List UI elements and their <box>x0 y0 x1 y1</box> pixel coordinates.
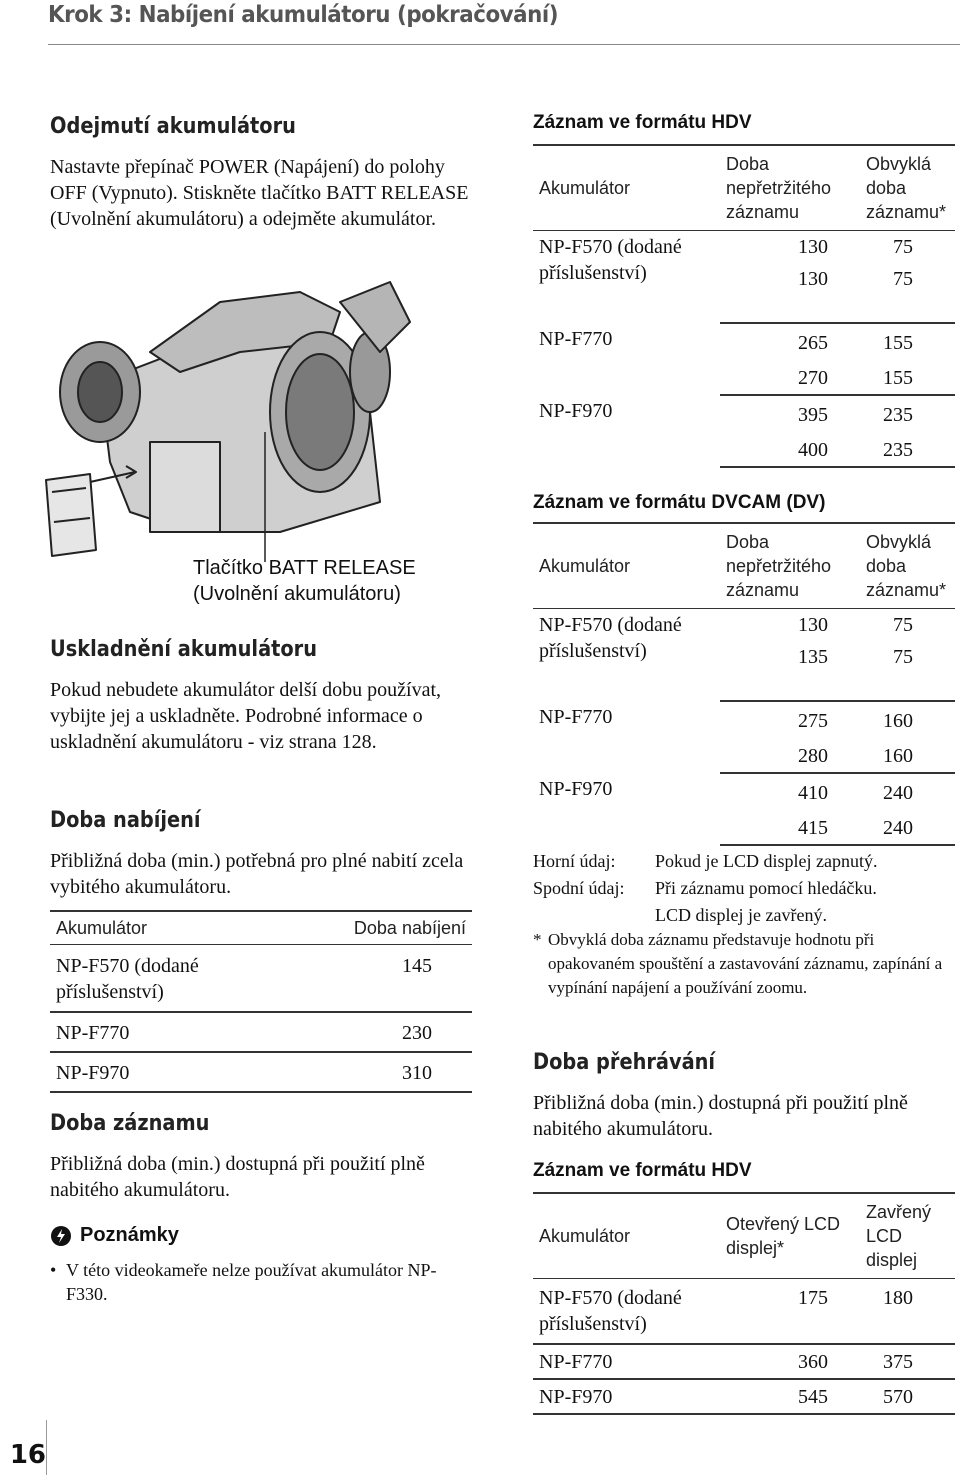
legend-top-label: Horní údaj: <box>533 851 616 871</box>
rec-dvcam-typical: 160 <box>860 737 955 773</box>
table-row <box>533 1379 955 1414</box>
table-row <box>50 1012 472 1052</box>
charging-th-battery: Akumulátor <box>50 911 312 945</box>
rec-dvcam-typical: 240 <box>860 809 955 845</box>
rec-dvcam-continuous: 275 <box>798 710 828 732</box>
rec-dvcam-th-continuous: Doba nepřetržitého záznamu <box>720 523 860 609</box>
rec-hdv-th-battery: Akumulátor <box>533 145 720 231</box>
rec-hdv-th-typical: Obvyklá doba záznamu* <box>860 145 955 231</box>
remove-text: Nastavte přepínač POWER (Napájení) do polohy OFF (Vypnuto). Stiskněte tlačítko BATT RELEASE (Uvolnění akumulátoru) a odejměte akumulátor. <box>50 156 469 230</box>
rec-hdv-battery: NP-F770 <box>539 328 613 350</box>
playback-th-closed: Zavřený LCD displej <box>860 1193 955 1279</box>
callout-line-2: (Uvolnění akumulátoru) <box>193 583 401 605</box>
playback-battery: NP-F970 <box>533 1379 720 1414</box>
rec-hdv-continuous: 265 <box>798 332 828 354</box>
storage-text: Pokud nebudete akumulátor delší dobu používat, vybijte jej a uskladněte. Podrobné informace o uskladnění akumulátoru - viz strana 128. <box>50 679 442 753</box>
rec-dvcam-continuous: 415 <box>720 809 860 845</box>
playback-battery: NP-F570 (dodané příslušenství) <box>533 1279 720 1345</box>
rec-hdv-table <box>533 144 955 468</box>
title-divider <box>48 44 960 45</box>
rec-hdv-continuous: 270 <box>720 359 860 395</box>
playback-th-open: Otevřený LCD displej* <box>720 1193 860 1279</box>
playback-closed: 570 <box>860 1379 955 1414</box>
table-row <box>533 1344 955 1379</box>
notes-heading-label: Poznámky <box>80 1224 179 1246</box>
rec-hdv-title: Záznam ve formátu HDV <box>533 112 752 133</box>
footnote-star: * <box>533 930 542 949</box>
rec-dvcam-typical: 75 <box>893 614 913 636</box>
notes-heading <box>50 1224 179 1247</box>
rec-hdv-typical: 155 <box>860 359 955 395</box>
rec-dvcam-continuous: 280 <box>720 737 860 773</box>
table-row <box>533 323 955 359</box>
rec-hdv-typical: 235 <box>883 404 913 426</box>
playback-open: 360 <box>720 1344 860 1379</box>
charging-battery: NP-F770 <box>50 1012 312 1052</box>
rec-dvcam-typical: 160 <box>883 710 913 732</box>
table-row <box>533 231 955 264</box>
page-title: Krok 3: Nabíjení akumulátoru (pokračování) <box>48 2 559 28</box>
rec-hdv-th-continuous: Doba nepřetržitého záznamu <box>720 145 860 231</box>
rec-dvcam-continuous: 130 <box>798 614 828 636</box>
margin-divider <box>46 1420 47 1475</box>
rec-dvcam-continuous: 410 <box>798 782 828 804</box>
legend-bottom-text-2: LCD displej je zavřený. <box>655 905 827 925</box>
rec-dvcam-continuous: 135 <box>720 641 860 701</box>
charging-text: Přibližná doba (min.) potřebná pro plné nabití zcela vybitého akumulátoru. <box>50 850 464 898</box>
table-row <box>533 1279 955 1345</box>
legend-top-text: Pokud je LCD displej zapnutý. <box>655 851 878 871</box>
rec-hdv-battery: NP-F970 <box>539 400 613 422</box>
rec-dvcam-battery: NP-F970 <box>539 778 613 800</box>
rec-dvcam-table <box>533 522 955 846</box>
table-row <box>50 945 472 1013</box>
recording-heading: Doba záznamu <box>50 1111 210 1136</box>
table-row <box>50 1052 472 1092</box>
playback-closed: 180 <box>860 1279 955 1345</box>
callout-line-1: Tlačítko BATT RELEASE <box>193 557 416 579</box>
rec-hdv-typical: 155 <box>883 332 913 354</box>
charging-th-time: Doba nabíjení <box>312 911 472 945</box>
rec-dvcam-battery: NP-F770 <box>539 706 613 728</box>
charging-time: 145 <box>312 945 472 1013</box>
playback-title: Záznam ve formátu HDV <box>533 1160 752 1181</box>
legend-bottom-text-1: Při záznamu pomocí hledáčku. <box>655 878 877 898</box>
list-item: • V této videokameře nelze používat akumulátor NP-F330. <box>50 1258 470 1306</box>
charging-time: 230 <box>312 1012 472 1052</box>
rec-dvcam-battery: NP-F570 (dodané příslušenství) <box>539 614 682 662</box>
playback-table <box>533 1192 955 1415</box>
rec-dvcam-typical: 75 <box>860 641 955 701</box>
notes-list <box>50 1258 470 1306</box>
remove-heading: Odejmutí akumulátoru <box>50 114 296 139</box>
rec-hdv-battery: NP-F570 (dodané příslušenství) <box>539 236 682 284</box>
legend-bottom-label: Spodní údaj: <box>533 878 625 898</box>
playback-battery: NP-F770 <box>533 1344 720 1379</box>
page-number: 16 <box>9 1440 46 1470</box>
rec-dvcam-typical: 240 <box>883 782 913 804</box>
playback-open: 545 <box>720 1379 860 1414</box>
rec-hdv-typical: 75 <box>893 236 913 258</box>
rec-dvcam-th-battery: Akumulátor <box>533 523 720 609</box>
batt-release-callout <box>193 555 416 607</box>
rec-hdv-continuous: 130 <box>720 263 860 323</box>
notes-icon <box>50 1225 72 1247</box>
charging-table <box>50 910 472 1093</box>
rec-hdv-typical: 75 <box>860 263 955 323</box>
playback-text: Přibližná doba (min.) dostupná při použití plně nabitého akumulátoru. <box>533 1092 908 1140</box>
rec-dvcam-th-typical: Obvyklá doba záznamu* <box>860 523 955 609</box>
table-row <box>533 773 955 809</box>
rec-dvcam-title: Záznam ve formátu DVCAM (DV) <box>533 492 826 513</box>
charging-time: 310 <box>312 1052 472 1092</box>
playback-open: 175 <box>720 1279 860 1345</box>
camcorder-illustration <box>40 262 440 562</box>
table-row <box>533 701 955 737</box>
footnote-text: Obvyklá doba záznamu představuje hodnotu při opakovaném spouštění a zastavování záznamu, zapínání a vypínání napájení a používání zoomu. <box>548 930 943 997</box>
storage-heading: Uskladnění akumulátoru <box>50 637 318 662</box>
value-legend <box>533 848 877 929</box>
playback-th-battery: Akumulátor <box>533 1193 720 1279</box>
playback-heading: Doba přehrávání <box>533 1050 716 1075</box>
rec-hdv-continuous: 395 <box>798 404 828 426</box>
table-row <box>533 609 955 642</box>
playback-closed: 375 <box>860 1344 955 1379</box>
rec-hdv-continuous: 130 <box>798 236 828 258</box>
table-row <box>533 395 955 431</box>
recording-text: Přibližná doba (min.) dostupná při použití plně nabitého akumulátoru. <box>50 1153 425 1201</box>
footnote <box>533 928 953 1000</box>
rec-hdv-typical: 235 <box>860 431 955 467</box>
charging-battery: NP-F970 <box>50 1052 312 1092</box>
charging-heading: Doba nabíjení <box>50 808 201 833</box>
charging-battery: NP-F570 (dodané příslušenství) <box>50 945 312 1013</box>
rec-hdv-continuous: 400 <box>720 431 860 467</box>
